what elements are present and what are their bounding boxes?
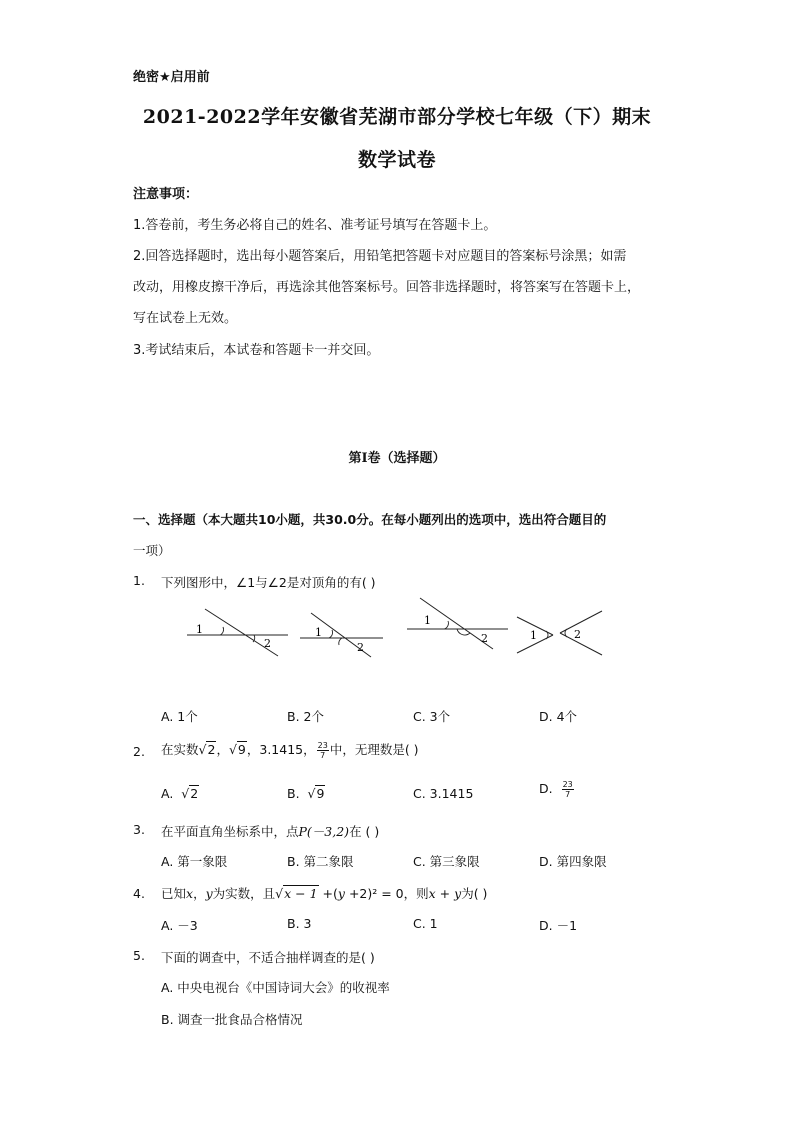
q1-option-a[interactable]: A. 1个 — [161, 709, 198, 724]
q2-opt-a-label: A. — [161, 786, 174, 801]
q2-option-c[interactable]: C. 3.1415 — [413, 786, 474, 801]
q2-number: 2. — [133, 744, 145, 759]
q2-opt-d-den: 7 — [565, 790, 571, 799]
q2-frac-den: 7 — [320, 751, 326, 760]
q1-fig3-label-2: 2 — [481, 632, 488, 645]
q1-figures — [180, 595, 610, 660]
q2-option-d[interactable] — [539, 780, 575, 799]
q4-comma: ， — [193, 886, 206, 901]
q2-stem-part-a: 在实数 — [161, 742, 199, 757]
q2-frac-num: 23 — [317, 741, 328, 750]
q1-option-d[interactable]: D. 4个 — [539, 709, 578, 724]
exam-title-line2: 数学试卷 — [357, 149, 436, 171]
q2-comma: ， — [216, 742, 229, 757]
notice-item-3: 3.考试结束后，本试卷和答题卡一并交回。 — [133, 343, 380, 358]
q2-opt-d-fraction — [562, 780, 574, 799]
q4-var-y: y — [205, 886, 213, 901]
q2-sqrt9-radicand: 9 — [237, 742, 246, 757]
q2-fraction — [317, 741, 329, 760]
q1-fig2-label-2: 2 — [357, 641, 364, 654]
q2-option-b[interactable] — [287, 786, 325, 801]
q1-figure-3 — [407, 598, 508, 649]
q3-option-d[interactable]: D. 第四象限 — [539, 854, 607, 869]
q4-option-a[interactable]: A. －3 — [161, 918, 198, 933]
notice-item-1: 1.答卷前，考生务必将自己的姓名、准考证号填写在答题卡上。 — [133, 218, 497, 233]
q1-option-b[interactable]: B. 2个 — [287, 709, 324, 724]
q1-fig1-label-1: 1 — [196, 623, 203, 636]
q1-fig3-label-1: 1 — [424, 614, 431, 627]
q2-opt-b-label: B. — [287, 786, 300, 801]
q2-opt-b-radicand: 9 — [316, 786, 325, 801]
q1-option-c[interactable]: C. 3个 — [413, 709, 451, 724]
q5-number: 5. — [133, 948, 145, 963]
q1-fig1-label-2: 2 — [264, 637, 271, 650]
q4-number: 4. — [133, 886, 145, 901]
q2-sqrt9: √9 — [228, 742, 246, 757]
q2-sqrt2-radicand: 2 — [207, 742, 216, 757]
q3-stem — [161, 822, 379, 840]
q5-stem: 下面的调查中，不适合抽样调查的是( ) — [161, 950, 375, 965]
notice-item-2-line3: 写在试卷上无效。 — [133, 311, 238, 326]
q1-figure-4 — [517, 611, 602, 655]
q5-option-a[interactable]: A. 中央电视台《中国诗词大会》的收视率 — [161, 980, 390, 995]
q4-option-c[interactable]: C. 1 — [413, 916, 438, 931]
q4-sum: x + y — [428, 886, 462, 901]
q2-opt-a-sqrt: √2 — [181, 786, 199, 801]
q2-stem — [161, 740, 419, 760]
exam-title-line1: 2021-2022学年安徽省芜湖市部分学校七年级（下）期末 — [142, 106, 652, 128]
notice-item-2-line2: 改动，用橡皮擦干净后，再选涂其他答案标号。回答非选择题时，将答案写在答题卡上， — [133, 280, 641, 295]
q3-option-a[interactable]: A. 第一象限 — [161, 854, 228, 869]
q4-radicand: x − 1 — [284, 886, 318, 901]
q4-option-b[interactable]: B. 3 — [287, 916, 312, 931]
q4-plus: +( — [318, 886, 338, 901]
q4-sqrt: √x − 1 — [275, 886, 318, 901]
q1-figure-1 — [187, 609, 288, 656]
q4-stem — [161, 884, 487, 902]
notice-heading: 注意事项： — [133, 187, 199, 202]
q3-point: P(－3,2) — [298, 824, 350, 839]
q1-number: 1. — [133, 573, 145, 588]
secret-label: 绝密★启用前 — [133, 70, 210, 85]
volume-title: 第Ⅰ卷（选择题） — [348, 451, 446, 466]
q4-rest: +2)² = 0，则 — [344, 886, 429, 901]
q2-opt-d-num: 23 — [562, 780, 573, 789]
q5-option-b[interactable]: B. 调查一批食品合格情况 — [161, 1012, 303, 1027]
q1-figure-2 — [300, 613, 383, 657]
section1-heading-line2: 一项） — [133, 543, 171, 558]
q2-stem-part-b: ，3.1415， — [246, 742, 316, 757]
q4-stem-part-b: 为实数，且 — [212, 886, 276, 901]
q2-opt-d-label: D. — [539, 781, 553, 796]
q1-fig2-label-1: 1 — [315, 626, 322, 639]
q3-stem-part-a: 在平面直角坐标系中，点 — [161, 824, 299, 839]
notice-item-2-line1: 2.回答选择题时，选出每小题答案后，用铅笔把答题卡对应题目的答案标号涂黑；如需 — [133, 249, 627, 264]
q4-stem-part-c: 为( ) — [461, 886, 488, 901]
section1-heading-line1: 一、选择题（本大题共10小题，共30.0分。在每小题列出的选项中，选出符合题目的 — [133, 512, 607, 527]
q2-opt-b-sqrt: √9 — [307, 786, 325, 801]
q1-stem: 下列图形中，∠1与∠2是对顶角的有( ) — [161, 575, 376, 590]
q3-option-b[interactable]: B. 第二象限 — [287, 854, 354, 869]
q4-stem-part-a: 已知 — [161, 886, 187, 901]
q3-number: 3. — [133, 822, 145, 837]
q3-stem-part-b: 在 ( ) — [349, 824, 380, 839]
q2-opt-a-radicand: 2 — [190, 786, 199, 801]
q2-option-a[interactable] — [161, 786, 199, 801]
q3-option-c[interactable]: C. 第三象限 — [413, 854, 480, 869]
q1-fig4-label-2: 2 — [574, 628, 581, 641]
q1-fig4-label-1: 1 — [530, 629, 537, 642]
q4-option-d[interactable]: D. －1 — [539, 918, 578, 933]
q4-var-x: x — [186, 886, 194, 901]
q4-var-y2: y — [337, 886, 345, 901]
q2-sqrt2: √2 — [198, 742, 216, 757]
q2-stem-part-c: 中，无理数是( ) — [329, 742, 419, 757]
